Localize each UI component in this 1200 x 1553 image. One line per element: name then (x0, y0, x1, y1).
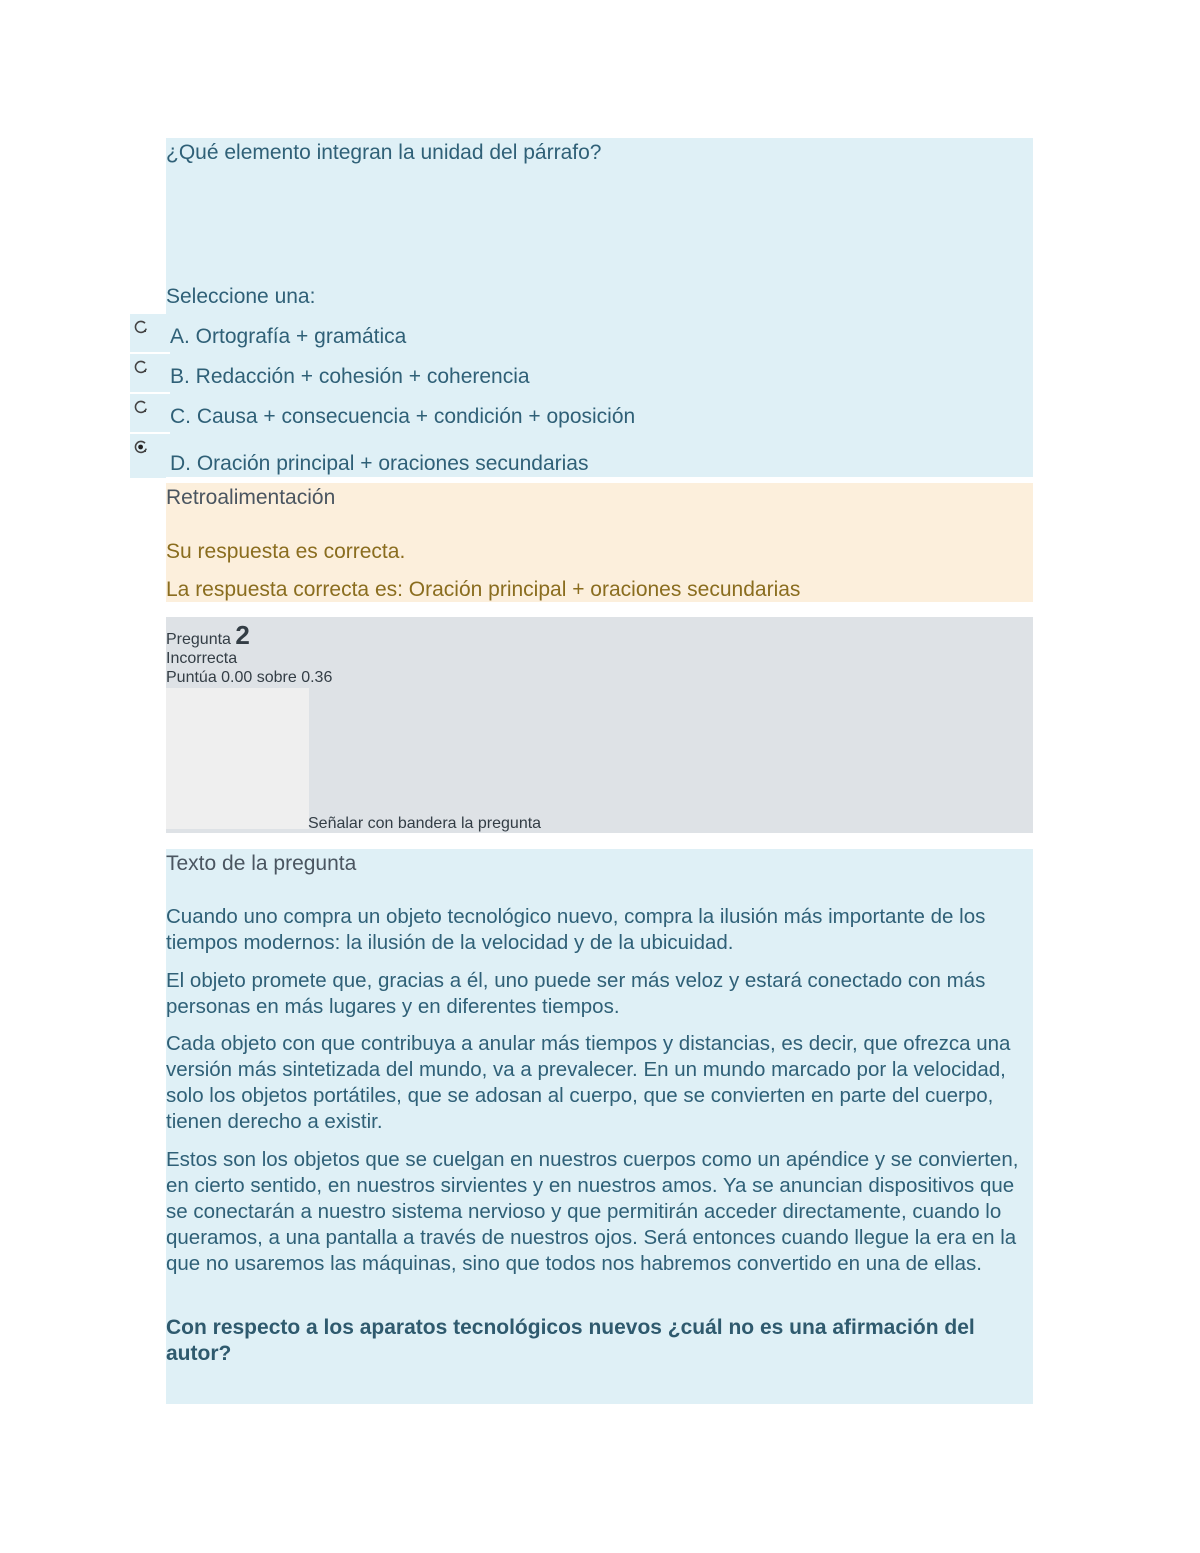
answer-option-b-label: B. Redacción + cohesión + coherencia (170, 365, 530, 388)
question-number (166, 620, 250, 651)
question-state: Incorrecta (166, 650, 238, 667)
question-paragraph: El objeto promete que, gracias a él, uno puede ser más veloz y estará conectado con más personas en más lugares y en diferentes tiempos. (166, 969, 986, 1018)
question-score: Puntúa 0.00 sobre 0.36 (166, 669, 333, 686)
question-number-value: 2 (235, 620, 250, 650)
question-number-label: Pregunta (166, 631, 231, 648)
flag-question-link[interactable]: Señalar con bandera la pregunta (308, 815, 542, 832)
question-1-text: ¿Qué elemento integran la unidad del párrafo? (166, 141, 602, 164)
answer-option-d[interactable] (130, 434, 1033, 478)
answer-option-d-label: D. Oración principal + oraciones secundarias (170, 452, 589, 475)
question-2-prompt: Con respecto a los aparatos tecnológicos nuevos ¿cuál no es una afirmación del autor? (166, 1316, 975, 1365)
select-one-label: Seleccione una: (166, 285, 316, 308)
feedback-title: Retroalimentación (166, 486, 336, 509)
feedback-result: Su respuesta es correcta. (166, 540, 406, 563)
answer-option-c[interactable] (130, 394, 1033, 434)
question-paragraph: Cada objeto con que contribuya a anular más tiempos y distancias, es decir, que ofrezca una versión más sintetizada del mundo, va a prevalecer. En un mundo marcado por la velocidad, solo los objetos portátiles, que se adosan al cuerpo, que se convierten en parte del cuerpo, tienen derecho a existir. (166, 1032, 1011, 1133)
answer-option-c-label: C. Causa + consecuencia + condición + oposición (170, 405, 636, 428)
answer-option-a[interactable] (130, 314, 1033, 354)
question-paragraph: Estos son los objetos que se cuelgan en nuestros cuerpos como un apéndice y se convierten, en cierto sentido, en nuestros sirvientes y en nuestros amos. Ya se anuncian dispositivos que se conectarán a nuestro sistema nervioso y que permitirán acceder directamente, cuando lo queramos, a una pantalla a través de nuestros ojos. Será entonces cuando llegue la era en la que no usaremos las máquinas, sino que todos nos habremos convertido en una de ellas. (166, 1148, 1019, 1275)
answer-option-b[interactable] (130, 354, 1033, 394)
radio-unselected-icon[interactable] (134, 320, 148, 334)
radio-selected-icon[interactable] (134, 440, 148, 454)
question-flag-area (166, 688, 309, 829)
feedback-correct-answer: La respuesta correcta es: Oración principal + oraciones secundarias (166, 578, 801, 601)
radio-unselected-icon[interactable] (134, 400, 148, 414)
radio-unselected-icon[interactable] (134, 360, 148, 374)
question-paragraph: Cuando uno compra un objeto tecnológico nuevo, compra la ilusión más importante de los tiempos modernos: la ilusión de la velocidad y de la ubicuidad. (166, 905, 986, 954)
question-text-heading: Texto de la pregunta (166, 852, 357, 875)
answer-option-a-label: A. Ortografía + gramática (170, 325, 407, 348)
